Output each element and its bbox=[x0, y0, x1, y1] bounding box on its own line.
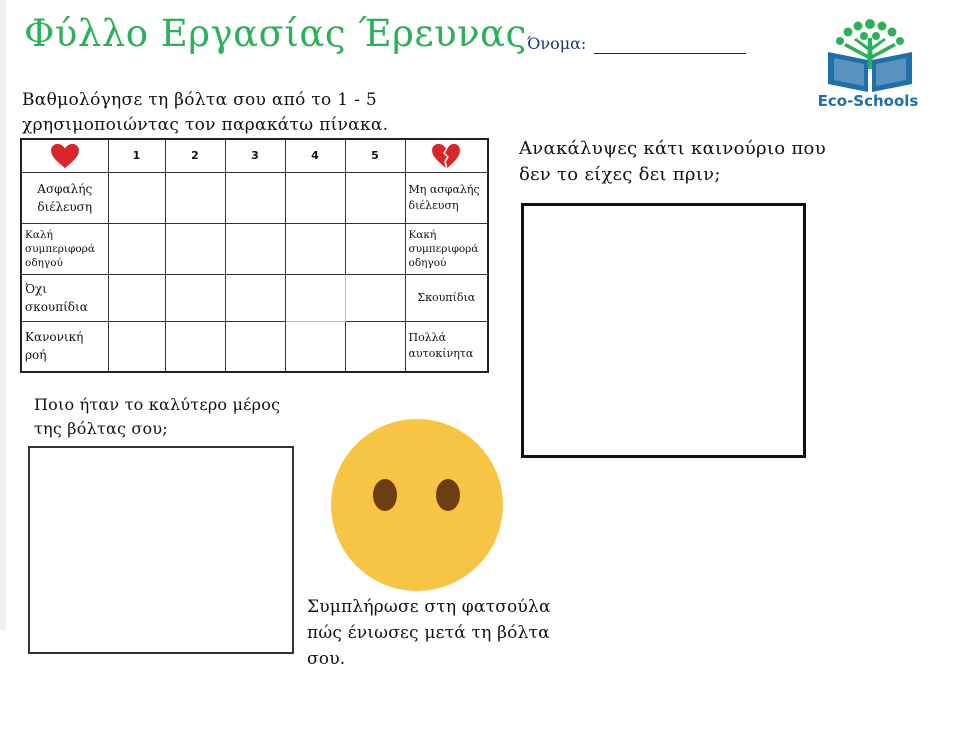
positive-label: Κανονική ροή bbox=[21, 321, 108, 372]
scale-1-header: 1 bbox=[108, 139, 165, 172]
negative-label: Μη ασφαλής διέλευση bbox=[405, 172, 488, 223]
instructions bbox=[22, 88, 442, 138]
positive-label: Ασφαλής διέλευση bbox=[21, 172, 108, 223]
rating-cell[interactable] bbox=[285, 223, 345, 274]
scale-5-header: 5 bbox=[345, 139, 405, 172]
logo-text: Eco-Schools bbox=[817, 92, 919, 110]
broken-heart-icon bbox=[431, 143, 461, 169]
scale-4-header: 4 bbox=[285, 139, 345, 172]
positive-label: Όχι σκουπίδια bbox=[21, 274, 108, 321]
rating-cell[interactable] bbox=[165, 274, 225, 321]
rating-cell[interactable] bbox=[108, 321, 165, 372]
negative-label: Πολλά αυτοκίνητα bbox=[405, 321, 488, 372]
rating-cell[interactable] bbox=[108, 274, 165, 321]
blank-face-icon[interactable] bbox=[331, 419, 503, 591]
positive-label: Καλή συμπεριφορά οδηγού bbox=[21, 223, 108, 274]
scale-2-header: 2 bbox=[165, 139, 225, 172]
rating-cell[interactable] bbox=[345, 321, 405, 372]
rating-cell[interactable] bbox=[285, 274, 345, 321]
heart-cell bbox=[21, 139, 108, 172]
discovery-answer-box[interactable] bbox=[521, 203, 806, 458]
rating-cell[interactable] bbox=[345, 274, 405, 321]
page-edge-shade bbox=[0, 0, 6, 630]
negative-label: Σκουπίδια bbox=[405, 274, 488, 321]
rating-row bbox=[21, 321, 488, 372]
face-instruction: Συμπλήρωσε στη φατσούλα πώς ένιωσες μετά τη βόλτα σου. bbox=[307, 597, 551, 669]
rating-cell[interactable] bbox=[225, 172, 285, 223]
rating-cell[interactable] bbox=[285, 172, 345, 223]
page-title: Φύλλο Εργασίας Έρευνας bbox=[24, 12, 527, 55]
left-eye bbox=[373, 479, 397, 511]
rating-cell[interactable] bbox=[165, 321, 225, 372]
best-part-answer-box[interactable] bbox=[28, 446, 294, 654]
rating-cell[interactable] bbox=[345, 172, 405, 223]
scale-3-header: 3 bbox=[225, 139, 285, 172]
rating-cell[interactable] bbox=[165, 172, 225, 223]
instructions-line-2: χρησιμοποιώντας τον παρακάτω πίνακα. bbox=[22, 115, 389, 135]
right-eye bbox=[436, 479, 460, 511]
rating-cell[interactable] bbox=[108, 172, 165, 223]
instructions-line-1: Βαθμολόγησε τη βόλτα σου από το 1 - 5 bbox=[22, 90, 377, 110]
rating-header-row bbox=[21, 139, 488, 172]
rating-cell[interactable] bbox=[345, 223, 405, 274]
rating-cell[interactable] bbox=[165, 223, 225, 274]
rating-cell[interactable] bbox=[225, 321, 285, 372]
rating-cell[interactable] bbox=[285, 321, 345, 372]
name-label: Όνομα: bbox=[527, 34, 587, 53]
heart-icon bbox=[50, 143, 80, 169]
broken-heart-cell bbox=[405, 139, 488, 172]
negative-label: Κακή συμπεριφορά οδηγού bbox=[405, 223, 488, 274]
rating-cell[interactable] bbox=[225, 274, 285, 321]
rating-row bbox=[21, 274, 488, 321]
name-field[interactable] bbox=[594, 53, 746, 54]
rating-row bbox=[21, 172, 488, 223]
rating-cell[interactable] bbox=[225, 223, 285, 274]
rating-cell[interactable] bbox=[108, 223, 165, 274]
rating-row bbox=[21, 223, 488, 274]
discovery-question: Ανακάλυψες κάτι καινούριο που δεν το είχες δει πριν; bbox=[519, 138, 826, 185]
rating-table bbox=[20, 138, 489, 373]
best-part-question: Ποιο ήταν το καλύτερο μέρος της βόλτας σου; bbox=[34, 395, 281, 438]
